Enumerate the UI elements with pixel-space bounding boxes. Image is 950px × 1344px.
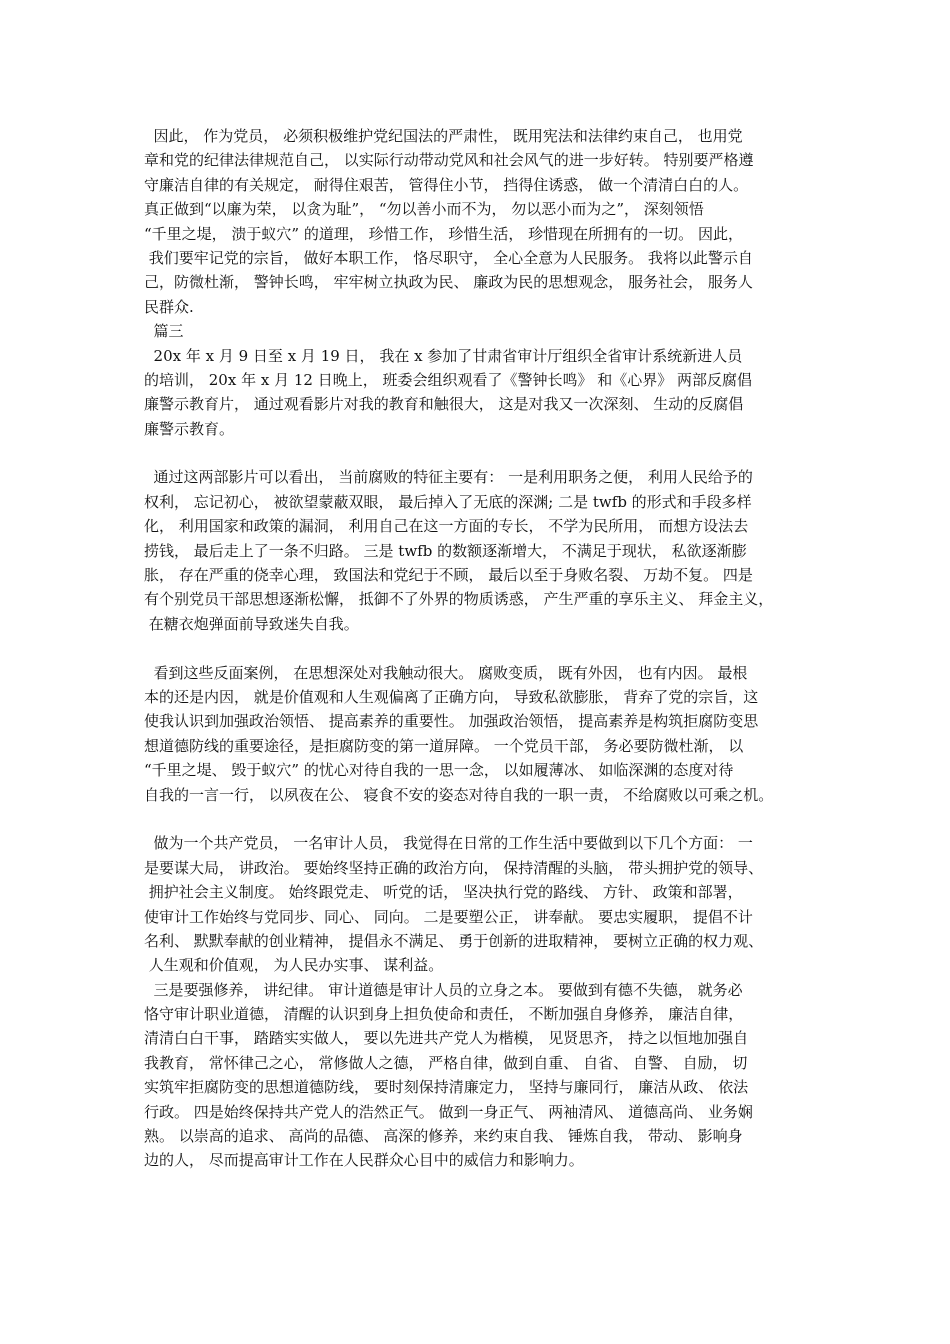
text-line: 使审计工作始终与党同步、同心、 同向。 二是要塑公正， 讲奉献。 要忠实履职， 提倡不计 <box>144 907 753 926</box>
text-line: 民群众. <box>144 297 194 316</box>
text-line: 我们要牢记党的宗旨， 做好本职工作， 恪尽职守， 全心全意为人民服务。 我将以此警示自 <box>144 248 753 267</box>
text-line: 因此， 作为党员， 必须积极维护党纪国法的严肃性， 既用宪法和法律约束自己， 也用党 <box>144 127 743 145</box>
text-line: 廉警示教育片， 通过观看影片对我的教育和触很大， 这是对我又一次深刻、 生动的反腐倡 <box>144 395 744 414</box>
text-line: 真正做到“以廉为荣， 以贪为耻”， “勿以善小而不为， 勿以恶小而为之”， 深刻领悟 <box>144 200 704 219</box>
text-line: 三是要强修养， 讲纪律。 审计道德是审计人员的立身之本。 要做到有德不失德， 就务必 <box>144 980 743 999</box>
text-line: 边的人， 尽而提高审计工作在人民群众心目中的威信力和影响力。 <box>144 1151 584 1170</box>
paragraph-spacer <box>144 807 820 831</box>
text-line: 守廉洁自律的有关规定， 耐得住艰苦， 管得住小节， 挡得住诱惑， 做一个清清白白的人。 <box>144 175 749 194</box>
text-line: 的培训， 20x 年 x 月 12 日晚上， 班委会组织观看了《警钟长鸣》 和《心界》 两部反腐倡 <box>144 370 753 389</box>
text-line: 本的还是内因， 就是价值观和人生观偏离了正确方向， 导致私欲膨胀， 背弃了党的宗旨，这 <box>144 687 759 706</box>
text-line: 做为一个共产党员， 一名审计人员， 我觉得在日常的工作生活中要做到以下几个方面： 一 <box>144 834 753 853</box>
text-line: 看到这些反面案例， 在思想深处对我触动很大。 腐败变质， 既有外因， 也有内因。 最根 <box>144 663 748 682</box>
text-line: 恪守审计职业道德， 清醒的认识到身上担负使命和责任， 不断加强自身修养， 廉洁自律， <box>144 1005 744 1024</box>
text-line: 捞钱， 最后走上了一条不归路。 三是 twfb 的数额逐渐增大， 不满足于现状， 私欲逐渐膨 <box>144 541 747 560</box>
text-line: 权利， 忘记初心， 被欲望蒙蔽双眼， 最后掉入了无底的深渊; 二是 twfb 的形式和手段多样 <box>144 492 752 511</box>
text-line: 自我的一言一行， 以夙夜在公、 寝食不安的姿态对待自我的一职一责， 不给腐败以可乘之机。 <box>144 785 774 804</box>
text-line: 使我认识到加强政治领悟、 提高素养的重要性。 加强政治领悟， 提高素养是构筑拒腐防变思 <box>144 712 759 731</box>
text-line: 实筑牢拒腐防变的思想道德防线， 要时刻保持清廉定力， 坚持与廉同行， 廉洁从政、 依法 <box>144 1078 749 1097</box>
text-line: 胀， 存在严重的侥幸心理， 致国法和党纪于不顾， 最后以至于身败名裂、 万劫不复。 四是 <box>144 566 753 585</box>
text-line: “千里之堤、 毁于蚁穴” 的忧心对待自我的一思一念， 以如履薄冰、 如临深渊的态度对待 <box>144 761 734 780</box>
text-line: 有个别党员干部思想逐渐松懈， 抵御不了外界的物质诱惑， 产生严重的享乐主义、 拜金主义， <box>144 590 774 609</box>
text-line: 是要谋大局， 讲政治。 要始终坚持正确的政治方向， 保持清醒的头脑， 带头拥护党的领导、 <box>144 858 764 877</box>
text-line: 我教育， 常怀律己之心， 常修做人之德， 严格自律，做到自重、 自省、 自警、 自励， 切 <box>144 1053 748 1072</box>
text-line: “千里之堤， 溃于蚁穴” 的道理， 珍惜工作， 珍惜生活， 珍惜现在所拥有的一切。 因此， <box>144 224 743 243</box>
text-line: 想道德防线的重要途径，是拒腐防变的第一道屏障。 一个党员干部， 务必要防微杜渐， 以 <box>144 736 744 755</box>
text-line: 通过这两部影片可以看出， 当前腐败的特征主要有： 一是利用职务之便， 利用人民给予的 <box>144 468 753 487</box>
text-line: 在糖衣炮弹面前导致迷失自我。 <box>144 614 359 633</box>
text-line: 清清白白干事， 踏踏实实做人， 要以先进共产党人为楷模， 见贤思齐， 持之以恒地加强自 <box>144 1029 749 1048</box>
paragraph-spacer <box>144 441 820 465</box>
paragraph-spacer <box>144 636 820 660</box>
text-line: 名利、 默默奉献的创业精神， 提倡永不满足、 勇于创新的进取精神， 要树立正确的权力观、 <box>144 931 764 950</box>
text-line: 熟。 以崇高的追求、 高尚的品德、 高深的修养，来约束自我、 锤炼自我， 带动、 影响身 <box>144 1127 743 1146</box>
document-body <box>144 124 820 1173</box>
text-line: 己，防微杜渐， 警钟长鸣， 牢牢树立执政为民、 廉政为民的思想观念， 服务社会， 服务人 <box>144 273 753 292</box>
text-line: 廉警示教育。 <box>144 419 235 438</box>
text-line: 章和党的纪律法律规范自己， 以实际行动带动党风和社会风气的进一步好转。 特别要严格遵 <box>144 151 754 170</box>
text-line: 拥护社会主义制度。 始终跟党走、 听党的话， 坚决执行党的路线、 方针、 政策和部署， <box>144 883 743 902</box>
text-line: 20x 年 x 月 9 日至 x 月 19 日， 我在 x 参加了甘肃省审计厅组织全省审计系统新进人员 <box>144 346 743 365</box>
text-line: 人生观和价值观， 为人民办实事、 谋利益。 <box>144 956 444 975</box>
text-line: 化， 利用国家和政策的漏洞， 利用自己在这一方面的专长， 不学为民所用， 而想方设法去 <box>144 517 749 536</box>
text-line: 行政。 四是始终保持共产党人的浩然正气。 做到一身正气、 两袖清风、 道德高尚、 业务娴 <box>144 1102 753 1121</box>
text-line: 篇三 <box>144 322 184 341</box>
